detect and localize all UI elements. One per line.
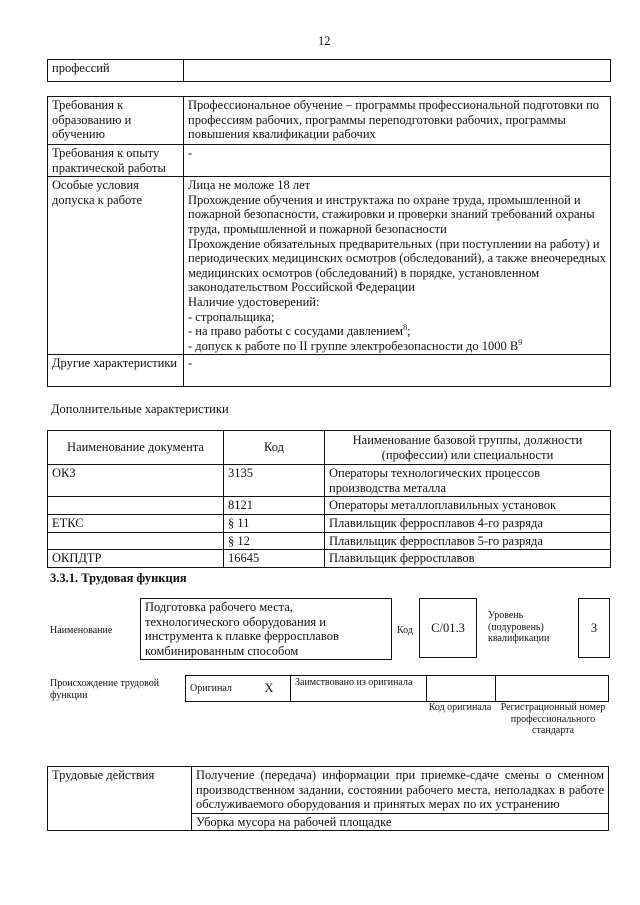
table-row: [48, 514, 611, 532]
actions-table: [47, 766, 609, 831]
requirement-value: [184, 177, 611, 355]
cell-code: 3135: [224, 465, 325, 497]
cell-code: 16645: [224, 550, 325, 568]
actions-label: Трудовые действия: [48, 767, 192, 831]
requirement-line-footnote-8: - на право работы с сосудами давлением$^8$;: [188, 322, 411, 339]
function-title: 3.3.1. Трудовая функция: [50, 571, 187, 585]
requirement-value: [184, 97, 611, 145]
additional-title: Дополнительные характеристики: [51, 402, 229, 416]
header-code: Код: [224, 431, 325, 465]
requirements-table: [47, 96, 611, 387]
cell-name: Операторы технологических процессов производства металла: [325, 465, 611, 497]
requirement-row-experience: [48, 145, 611, 177]
origin-label: Происхождение трудовой функции: [50, 678, 160, 701]
cell-name: Плавильщик ферросплавов: [325, 550, 611, 568]
origin-borrowed-label: Заимствовано из оригинала: [291, 676, 427, 702]
cell-doc: ОКЗ: [48, 465, 224, 497]
requirement-line: -: [188, 356, 193, 371]
cell-doc: [48, 497, 224, 515]
function-name-label: Наименование: [50, 625, 113, 636]
origin-reg-cell: [496, 676, 609, 702]
cell-doc: ОКПДТР: [48, 550, 224, 568]
top-table: [47, 59, 611, 82]
origin-reg-caption: Регистрационный номер профессионального стандарта: [500, 702, 606, 736]
table-row: [48, 550, 611, 568]
requirement-row-other: [48, 355, 611, 387]
cell-code: 8121: [224, 497, 325, 515]
function-level-value: 3: [578, 598, 610, 658]
table-row: [48, 767, 609, 814]
footnote-ref: 8: [403, 322, 408, 332]
additional-header-row: [48, 431, 611, 465]
function-level-label: Уровень (подуровень) квалификации: [488, 610, 550, 644]
requirement-line: Прохождение обязательных предварительных (при поступлении на работу) и периодических медицинских осмотров (обследований), а также внеочередных медицинских осмотров (обследований) в порядке, установленном законодательством Российской Федерации: [188, 236, 606, 295]
requirement-value: [184, 355, 611, 387]
header-document: Наименование документа: [48, 431, 224, 465]
table-row: [48, 497, 611, 515]
table-row: [48, 532, 611, 550]
origin-original-label: Оригинал: [186, 676, 249, 702]
cell-code: § 12: [224, 532, 325, 550]
cell-code: § 11: [224, 514, 325, 532]
requirement-label: Требования к опыту практической работы: [48, 145, 184, 177]
footnote-ref: 9: [518, 337, 523, 347]
header-name: Наименование базовой группы, должности (профессии) или специальности: [325, 431, 611, 465]
requirement-line: Лица не моложе 18 лет: [188, 178, 311, 193]
requirement-line-footnote-9: - допуск к работе по II группе электробезопасности до 1000 $В^9$: [188, 337, 523, 353]
requirement-label: Другие характеристики: [48, 355, 184, 387]
origin-code-cell: [427, 676, 496, 702]
origin-table: [185, 675, 609, 702]
function-name-value: Подготовка рабочего места, технологического оборудования и инструмента к плавке ферросплавов комбинированным способом: [140, 598, 392, 660]
additional-table: [47, 430, 611, 568]
origin-original-mark: X: [248, 676, 291, 702]
page-number: 12: [318, 34, 331, 48]
requirement-label: Требования к образованию и обучению: [48, 97, 184, 145]
function-code-label: Код: [397, 625, 413, 636]
cell-name: Плавильщик ферросплавов 5-го разряда: [325, 532, 611, 550]
requirement-line: Профессиональное обучение – программы профессиональной подготовки по профессиям рабочих, программы переподготовки рабочих, программы повышения квалификации рабочих: [188, 98, 600, 142]
requirement-line: -: [188, 146, 193, 160]
cell-name: Операторы металлоплавильных установок: [325, 497, 611, 515]
requirement-line: Прохождение обучения и инструктажа по охране труда, промышленной и пожарной безопасности, стажировки и проверки знаний требований охраны труда, промышленной и пожарной безопасности: [188, 192, 595, 236]
top-table-cell-1: профессий: [48, 60, 184, 82]
origin-code-caption: Код оригинала: [428, 702, 492, 713]
requirement-line: - стропальщика;: [188, 309, 275, 324]
cell-doc: ЕТКС: [48, 514, 224, 532]
cell-doc: [48, 532, 224, 550]
requirement-row-admission: [48, 177, 611, 355]
top-table-cell-2: [184, 60, 611, 82]
function-code-value: C/01.3: [419, 598, 477, 658]
action-item: Получение (передача) информации при приемке-сдаче смены о сменном производственном задании, состоянии рабочего места, неполадках в работе обслуживаемого оборудования и принятых мерах по их устранению: [192, 767, 609, 814]
requirement-label: Особые условия допуска к работе: [48, 177, 184, 355]
requirement-value: [184, 145, 611, 177]
table-row: [48, 465, 611, 497]
action-item: Уборка мусора на рабочей площадке: [192, 813, 609, 831]
cell-name: Плавильщик ферросплавов 4-го разряда: [325, 514, 611, 532]
requirement-line: Наличие удостоверений:: [188, 294, 320, 309]
requirement-row-education: [48, 97, 611, 145]
